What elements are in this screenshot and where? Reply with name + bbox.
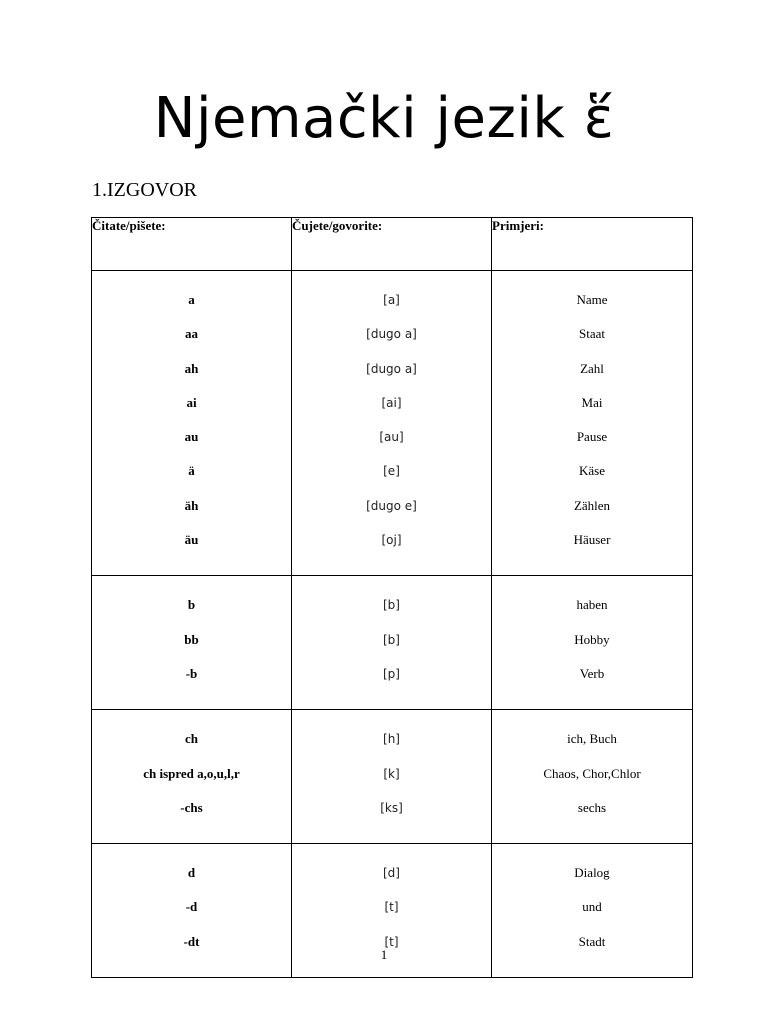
example-item: Stadt [578,933,606,949]
spelling-item: -chs [180,799,203,815]
sound-cell [292,576,492,710]
spelling-item: ah [184,360,199,376]
pronunciation-table [91,217,693,978]
example-item: Mai [581,394,603,410]
header-examples: Primjeri: [492,218,693,271]
sound-item: [dugo a] [366,327,417,342]
spelling-item: ch [185,731,198,747]
table-header-row [92,218,693,271]
example-item: Name [576,292,608,307]
example-cell [492,271,693,576]
spelling-item: au [184,429,199,445]
sound-item: [d] [383,866,400,881]
sound-item: [oj] [381,533,402,548]
example-cell [492,710,693,844]
example-item: und [582,899,602,915]
sound-cell [292,271,492,576]
spelling-item: ä [188,463,195,479]
example-cell [492,576,693,710]
spelling-item: ai [186,394,197,410]
sound-item: [t] [384,900,399,915]
spelling-item: aa [185,326,198,342]
spelling-cell [92,576,292,710]
header-sound: Čujete/govorite: [292,218,492,271]
example-item: Dialog [574,865,610,881]
document-title: Njemački jezik ἕ [153,86,615,151]
spelling-item: -dt [183,933,200,949]
page-number: 1 [380,947,388,962]
example-item: Käse [579,463,605,479]
sound-item: [au] [379,430,404,445]
example-item: Chaos, Chor,Chlor [543,765,641,781]
sound-item: [dugo e] [366,498,417,513]
example-item: Staat [579,326,605,342]
header-spelling: Čitate/pišete: [92,218,292,271]
example-item: Verb [579,665,605,681]
example-item: ich, Buch [567,731,617,747]
spelling-item: -d [185,899,198,915]
sound-item: [ks] [380,800,403,815]
sound-item: [t] [384,934,399,949]
spelling-item: d [187,865,196,881]
sound-item: [p] [383,666,400,681]
sound-item: [ai] [381,395,402,410]
sound-cell [292,710,492,844]
spelling-cell [92,710,292,844]
sound-item: [dugo a] [366,361,417,376]
sound-item: [k] [383,766,400,781]
example-item: Häuser [573,532,611,548]
example-item: Zählen [573,497,611,513]
spelling-item: äu [184,532,199,548]
spelling-item: bb [184,631,199,647]
sound-item: [h] [383,732,400,747]
spelling-item: -b [185,665,198,681]
example-item: Zahl [580,360,604,376]
spelling-item: a [188,292,195,307]
table-row-group-ch [92,710,693,844]
table-row-group-b [92,576,693,710]
sound-item: [a] [383,293,400,307]
spelling-item: äh [184,497,199,513]
table-row-group-a [92,271,693,576]
example-item: Pause [576,429,608,445]
example-item: haben [576,597,608,613]
sound-item: [e] [383,464,400,479]
spelling-cell [92,271,292,576]
spelling-item: b [187,597,196,613]
section-heading: 1.IZGOVOR [92,179,197,201]
spelling-item: ch ispred a,o,u,l,r [143,765,240,781]
sound-item: [b] [383,632,400,647]
sound-item: [b] [383,598,400,613]
example-item: sechs [577,799,607,815]
example-item: Hobby [574,631,610,647]
